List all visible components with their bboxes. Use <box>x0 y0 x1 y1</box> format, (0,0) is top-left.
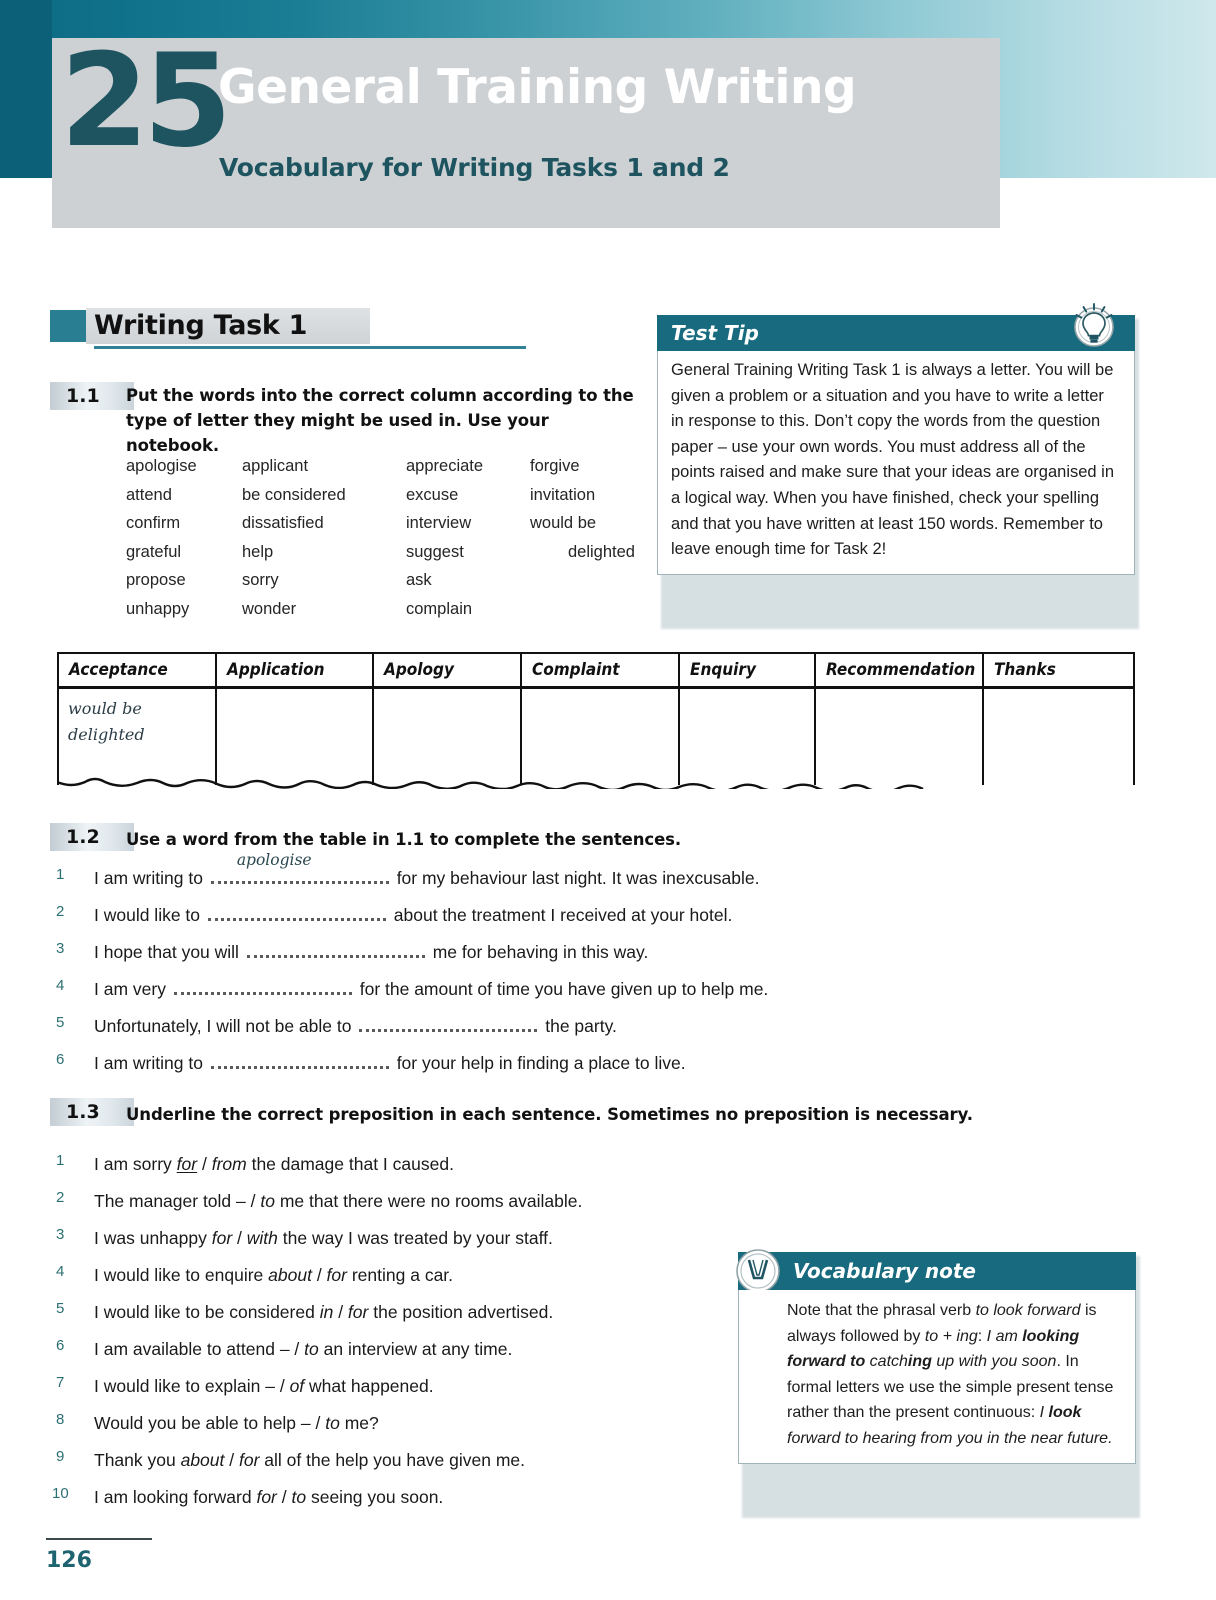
letter-type-table <box>57 652 1133 785</box>
section-heading-label: Writing Task 1 <box>94 310 308 341</box>
question-suffix: me? <box>344 1413 379 1433</box>
table-header-cell: Complaint <box>521 653 679 687</box>
question-suffix: what happened. <box>309 1376 434 1396</box>
word-item: excuse <box>406 485 459 504</box>
answer-blank[interactable] <box>174 978 352 995</box>
question-text <box>94 937 648 967</box>
question-text: I would like to enquire about / for renting a car. <box>94 1265 454 1285</box>
question-row-1-2-4[interactable] <box>56 977 1056 1015</box>
question-number: 9 <box>56 1448 65 1465</box>
question-number: 10 <box>52 1485 69 1502</box>
preposition-option-1[interactable]: in <box>319 1302 334 1322</box>
question-prefix: I am very <box>94 979 166 999</box>
question-text <box>94 900 732 930</box>
word-item: would be <box>530 514 597 532</box>
preposition-option-1[interactable]: for <box>176 1154 198 1174</box>
preposition-option-2[interactable]: for <box>347 1302 369 1322</box>
test-tip-title: Test Tip <box>671 321 759 345</box>
vocabulary-note-segment: I <box>1039 1404 1049 1421</box>
question-number: 3 <box>56 1226 65 1243</box>
question-number: 2 <box>56 903 65 920</box>
question-number: 4 <box>56 977 65 994</box>
page-header <box>0 0 1216 240</box>
question-prefix: Unfortunately, I will not be able to <box>94 1016 352 1036</box>
answer-blank[interactable] <box>359 1015 537 1032</box>
section-marker-square <box>50 310 86 342</box>
page-title: General Training Writing <box>218 60 857 115</box>
exercise-1-3-number: 1.3 <box>66 1101 100 1123</box>
question-prefix: Would you be able to help <box>94 1413 297 1433</box>
word-item: forgive <box>530 457 580 475</box>
word-item: appreciate <box>406 457 484 475</box>
table-header-cell: Application <box>216 653 373 687</box>
test-tip-box <box>657 315 1135 575</box>
answer-blank[interactable] <box>247 941 425 958</box>
question-number: 5 <box>56 1014 65 1031</box>
header-left-accent-bar <box>0 0 52 178</box>
preposition-option-2[interactable]: of <box>289 1376 305 1396</box>
preposition-option-2[interactable]: to <box>260 1191 275 1211</box>
question-text: I am sorry for / from the damage that I caused. <box>94 1154 454 1174</box>
word-column-3 <box>406 452 483 623</box>
question-text <box>94 1011 617 1041</box>
question-prefix: Thank you <box>94 1450 176 1470</box>
question-number: 4 <box>56 1263 65 1280</box>
exercise-1-1-number: 1.1 <box>66 385 100 407</box>
word-item: confirm <box>126 514 181 532</box>
question-prefix: I was unhappy <box>94 1228 207 1248</box>
table-cell-apology[interactable] <box>373 687 521 785</box>
question-prefix: I am looking forward <box>94 1487 252 1507</box>
question-prefix: I would like to explain <box>94 1376 261 1396</box>
question-row-1-2-6[interactable] <box>56 1051 1056 1089</box>
question-suffix: for my behaviour last night. It was inexcusable. <box>396 868 760 888</box>
preposition-option-1[interactable]: – <box>279 1339 290 1359</box>
exercise-1-2-instruction: Use a word from the table in 1.1 to complete the sentences. <box>126 830 682 849</box>
vocabulary-note-text <box>787 1298 1119 1451</box>
question-suffix: the way I was treated by your staff. <box>282 1228 553 1248</box>
question-suffix: about the treatment I received at your hotel. <box>393 905 733 925</box>
question-suffix: seeing you soon. <box>310 1487 444 1507</box>
question-text <box>94 851 760 893</box>
vocabulary-note-body <box>738 1290 1136 1464</box>
preposition-option-2[interactable]: from <box>211 1154 247 1174</box>
word-column-4 <box>530 452 635 566</box>
word-item: apologise <box>126 457 197 475</box>
vocabulary-note-segment: forward to hearing from you in the near future. <box>787 1429 1113 1447</box>
question-suffix: the party. <box>545 1016 617 1036</box>
question-row-1-2-2[interactable] <box>56 903 1056 941</box>
handwritten-answer: apologise <box>236 851 312 869</box>
page-subtitle: Vocabulary for Writing Tasks 1 and 2 <box>219 153 730 182</box>
exercise-1-3-instruction: Underline the correct preposition in each sentence. Sometimes no preposition is necessary. <box>126 1105 973 1124</box>
table-cell-recommendation[interactable] <box>815 687 983 785</box>
word-item: unhappy <box>126 599 190 618</box>
question-suffix: me that there were no rooms available. <box>279 1191 583 1211</box>
vocabulary-note-header <box>738 1252 1136 1290</box>
word-item: grateful <box>126 542 182 561</box>
question-text: The manager told – / to me that there were no rooms available. <box>94 1191 583 1211</box>
preposition-option-1[interactable]: – <box>236 1191 246 1211</box>
table-header-cell: Thanks <box>983 653 1134 687</box>
question-suffix: for your help in finding a place to live. <box>396 1053 686 1073</box>
question-row-1-2-5[interactable] <box>56 1014 1056 1052</box>
question-number: 5 <box>56 1300 65 1317</box>
answer-blank[interactable] <box>211 851 389 884</box>
table-cell-enquiry[interactable] <box>679 687 815 785</box>
exercise-1-1-instruction: Put the words into the correct column according to the type of letter they might be used in. Use your notebook. <box>126 386 634 455</box>
vocabulary-note-segment: : <box>977 1327 987 1345</box>
question-text <box>94 1048 686 1078</box>
word-item: delighted <box>568 542 635 561</box>
question-prefix: I would like to <box>94 905 201 925</box>
question-text: I would like to be considered in / for the position advertised. <box>94 1302 554 1322</box>
question-number: 6 <box>56 1051 65 1068</box>
question-prefix: I am sorry <box>94 1154 172 1174</box>
word-item: propose <box>126 571 186 589</box>
vocabulary-note-segment: looking forward to <box>787 1327 1080 1370</box>
question-number: 8 <box>56 1411 65 1428</box>
vocabulary-note-title: Vocabulary note <box>793 1259 976 1283</box>
test-tip-text: General Training Writing Task 1 is always a letter. You will be given a problem or a situation and you have to write a letter in response to this. Don’t copy the words from the question paper – use your own words. You must address all of the points raised and make sure that your ideas are organised in a logical way. When you have finished, check your spelling and that you have written at least 150 words. Remember to leave enough time for Task 2! <box>671 361 1115 559</box>
table-cell-acceptance[interactable] <box>58 687 216 785</box>
vocabulary-note-segment: is always followed by <box>787 1302 1097 1345</box>
question-prefix: I am writing to <box>94 1053 203 1073</box>
question-suffix: me for behaving in this way. <box>432 942 649 962</box>
chapter-number: 25 <box>60 27 227 176</box>
word-item: invitation <box>530 485 596 504</box>
question-number: 1 <box>56 1152 65 1169</box>
table-cell-application[interactable] <box>216 687 373 785</box>
table-header-cell: Recommendation <box>815 653 983 687</box>
question-text: I am looking forward for / to seeing you soon. <box>94 1487 444 1507</box>
vocabulary-note-segment: ing <box>907 1353 932 1370</box>
section-underline <box>94 346 526 349</box>
question-row-1-3-2[interactable] <box>56 1189 1056 1227</box>
question-number: 2 <box>56 1189 65 1206</box>
vocabulary-note-segment: I am <box>986 1327 1023 1345</box>
question-row-1-2-1[interactable] <box>56 851 1056 904</box>
word-item: interview <box>406 514 472 532</box>
vocabulary-note-segment: catch <box>865 1353 908 1370</box>
word-item: be considered <box>242 485 346 504</box>
word-item: dissatisfied <box>242 514 324 532</box>
question-suffix: for the amount of time you have given up to help me. <box>359 979 769 999</box>
preposition-option-2[interactable]: to <box>325 1413 340 1433</box>
question-suffix: all of the help you have given me. <box>264 1450 526 1470</box>
preposition-option-2[interactable]: for <box>238 1450 260 1470</box>
question-prefix: I would like to be considered <box>94 1302 315 1322</box>
preposition-option-1[interactable]: – <box>300 1413 311 1433</box>
question-text: I would like to explain – / of what happened. <box>94 1376 434 1396</box>
question-text: I was unhappy for / with the way I was treated by your staff. <box>94 1228 553 1248</box>
preposition-option-1[interactable]: for <box>211 1228 233 1248</box>
vocabulary-note-segment: to look forward <box>975 1302 1081 1319</box>
question-text: I am available to attend – / to an interview at any time. <box>94 1339 513 1359</box>
word-item: wonder <box>242 599 297 618</box>
page-number: 126 <box>46 1548 92 1573</box>
vocabulary-note-segment: up with you soon <box>931 1353 1057 1370</box>
preposition-option-1[interactable]: for <box>256 1487 277 1507</box>
table-header-cell: Apology <box>373 653 521 687</box>
word-item: sorry <box>242 571 279 589</box>
word-column-2 <box>242 452 346 623</box>
question-suffix: renting a car. <box>351 1265 454 1285</box>
question-row-1-2-3[interactable] <box>56 940 1056 978</box>
question-prefix: I would like to enquire <box>94 1265 264 1285</box>
preposition-option-1[interactable]: – <box>265 1376 275 1396</box>
word-item: suggest <box>406 542 464 561</box>
preposition-option-1[interactable]: about <box>180 1450 225 1470</box>
question-prefix: I hope that you will <box>94 942 239 962</box>
vocabulary-note-box <box>738 1252 1136 1464</box>
handwritten-answer: would be delighted <box>68 698 145 744</box>
vocabulary-note-segment: Note that the phrasal verb <box>787 1302 976 1319</box>
table-header-cell: Acceptance <box>58 653 216 687</box>
question-prefix: The manager told <box>94 1191 232 1211</box>
question-text <box>94 974 768 1004</box>
section-heading <box>50 308 490 350</box>
question-prefix: I am writing to <box>94 868 203 888</box>
question-number: 7 <box>56 1374 65 1391</box>
word-item: ask <box>406 571 432 589</box>
question-text: Thank you about / for all of the help you have given me. <box>94 1450 526 1470</box>
table-header-cell: Enquiry <box>679 653 815 687</box>
word-item: complain <box>406 599 473 618</box>
word-item: help <box>242 542 274 561</box>
question-number: 6 <box>56 1337 65 1354</box>
preposition-option-2[interactable]: to <box>291 1487 307 1507</box>
table-torn-edge <box>57 775 1133 789</box>
question-number: 1 <box>56 866 65 883</box>
preposition-option-1[interactable]: about <box>268 1265 312 1285</box>
word-column-1 <box>126 452 197 623</box>
vocabulary-note-segment: look <box>1048 1404 1082 1421</box>
lightbulb-icon <box>1067 296 1121 350</box>
exercise-1-2-number: 1.2 <box>66 826 100 848</box>
test-tip-header <box>657 315 1135 351</box>
footer-rule <box>46 1538 152 1540</box>
word-item: applicant <box>242 457 309 475</box>
vocabulary-note-segment: . In formal letters we use the simple present tense rather than the present continuous: <box>787 1353 1114 1421</box>
question-suffix: the damage that I caused. <box>251 1154 454 1174</box>
question-suffix: an interview at any time. <box>323 1339 513 1359</box>
table-cell-thanks[interactable] <box>983 687 1134 785</box>
table-header-row <box>58 653 1134 687</box>
answer-blank[interactable] <box>208 904 386 921</box>
question-text: Would you be able to help – / to me? <box>94 1413 379 1433</box>
preposition-option-2[interactable]: to <box>304 1339 319 1359</box>
question-number: 3 <box>56 940 65 957</box>
preposition-option-2[interactable]: for <box>326 1265 347 1285</box>
question-suffix: the position advertised. <box>373 1302 554 1322</box>
question-prefix: I am available to attend <box>94 1339 275 1359</box>
table-cell-complaint[interactable] <box>521 687 679 785</box>
test-tip-body <box>657 351 1135 575</box>
preposition-option-2[interactable]: with <box>246 1228 278 1248</box>
table-row[interactable] <box>58 687 1134 785</box>
word-item: attend <box>126 485 172 504</box>
vocabulary-note-segment: to + ing <box>924 1327 978 1345</box>
question-row-1-3-1[interactable] <box>56 1152 1056 1190</box>
answer-blank[interactable] <box>211 1052 389 1069</box>
